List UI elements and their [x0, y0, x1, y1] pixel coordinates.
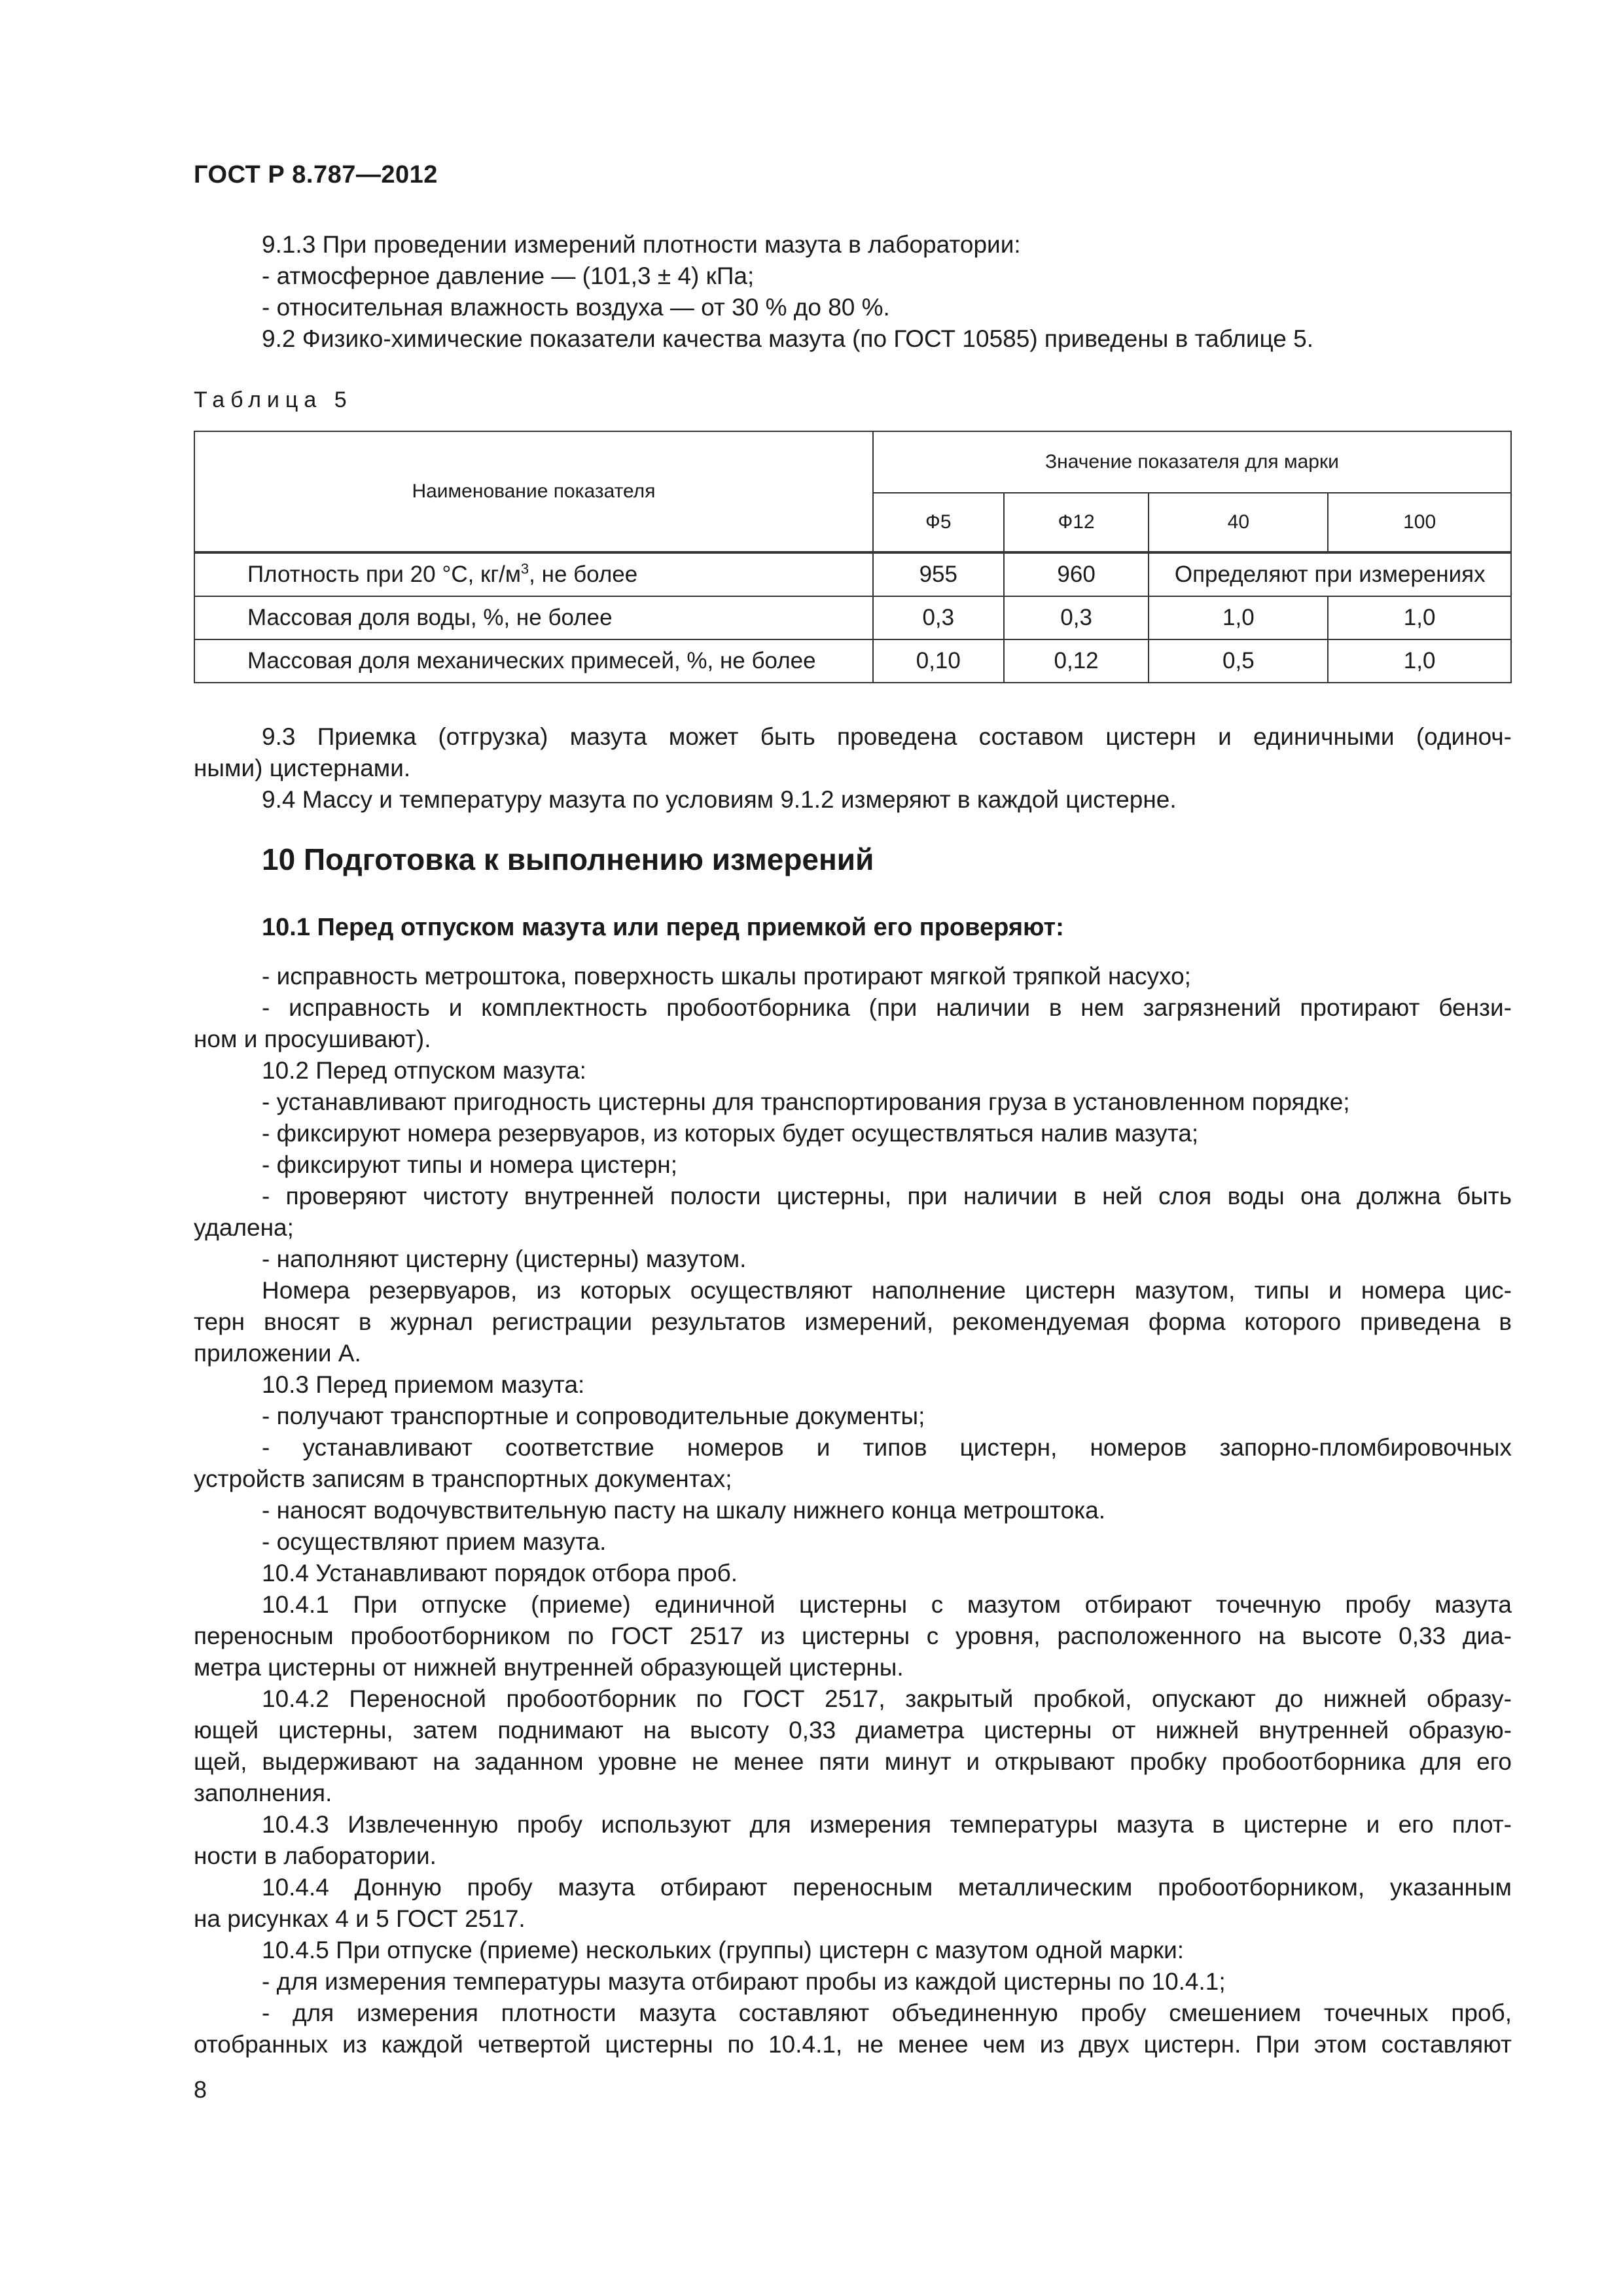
superscript: 3 — [520, 560, 529, 577]
body-line: 10.4.2 Переносной пробоотборник по ГОСТ 2517, закрытый пробкой, опускают до нижней образу- — [262, 1685, 1512, 1712]
body-line: отобранных из каждой четвертой цистерны по 10.4.1, не менее чем из двух цистерн. При этом составляют — [194, 2031, 1512, 2058]
table-cell: 0,5 — [1149, 639, 1328, 683]
table-cell: 960 — [1004, 552, 1149, 596]
body-line: 10.4.5 При отпуске (приеме) нескольких (группы) цистерн с мазутом одной марки: — [262, 1937, 1185, 1964]
table-cell: 0,3 — [873, 596, 1004, 639]
list-item-pressure: - атмосферное давление — (101,3 ± 4) кПа; — [262, 262, 755, 289]
name-text: Плотность при 20 °С, кг/м — [247, 562, 521, 587]
table-cell-name: Массовая доля механических примесей, %, не более — [194, 639, 873, 683]
body-line: - устанавливают пригодность цистерны для транспортирования груза в установленном порядке; — [262, 1088, 1350, 1115]
page-number: 8 — [194, 2076, 207, 2103]
body-line: - фиксируют типы и номера цистерн; — [262, 1151, 677, 1178]
body-line: терн вносят в журнал регистрации результатов измерений, рекомендуемая форма которого приведена в — [194, 1308, 1512, 1335]
table-cell: 955 — [873, 552, 1004, 596]
body-line: 10.4 Устанавливают порядок отбора проб. — [262, 1560, 738, 1587]
table-caption: Таблица 5 — [194, 387, 353, 412]
body-line: метра цистерны от нижней внутренней образующей цистерны. — [194, 1654, 904, 1681]
body-line: - для измерения плотности мазута составляют объединенную пробу смешением точечных проб, — [262, 2000, 1512, 2026]
table-cell: 0,10 — [873, 639, 1004, 683]
column-header-group: Значение показателя для марки — [873, 431, 1511, 493]
table-cell: 1,0 — [1149, 596, 1328, 639]
body-line: - для измерения температуры мазута отбирают пробы из каждой цистерны по 10.4.1; — [262, 1968, 1226, 1995]
body-line: - исправность и комплектность пробоотборника (при наличии в нем загрязнений протирают бензи- — [262, 994, 1512, 1021]
body-line: ности в лаборатории. — [194, 1842, 437, 1869]
column-header-name: Наименование показателя — [194, 431, 873, 552]
body-line: - фиксируют номера резервуаров, из которых будет осуществляться налив мазута; — [262, 1120, 1199, 1147]
name-text-suffix: , не более — [529, 562, 638, 587]
body-line: - проверяют чистоту внутренней полости цистерны, при наличии в ней слоя воды она должна быть — [262, 1183, 1512, 1210]
body-line: 10.4.3 Извлеченную пробу используют для измерения температуры мазута в цистерне и его плот- — [262, 1811, 1512, 1838]
body-line: заполнения. — [194, 1780, 332, 1806]
table-cell: 0,3 — [1004, 596, 1149, 639]
table-row — [194, 596, 1511, 639]
paragraph-9-2: 9.2 Физико-химические показатели качества мазута (по ГОСТ 10585) приведены в таблице 5. — [262, 325, 1314, 352]
body-line: переносным пробоотборником по ГОСТ 2517 из цистерны с уровня, расположенного на высоте 0,33 диа- — [194, 1623, 1512, 1649]
column-header-mark: 40 — [1149, 493, 1328, 552]
table-cell-name — [194, 552, 873, 596]
paragraph-9-3-cont: ными) цистернами. — [194, 755, 411, 781]
body-line: - устанавливают соответствие номеров и типов цистерн, номеров запорно-пломбировочных — [262, 1434, 1512, 1461]
paragraph-9-3: 9.3 Приемка (отгрузка) мазута может быть проведена составом цистерн и единичными (одиноч- — [262, 723, 1512, 750]
section-10-title: 10 Подготовка к выполнению измерений — [262, 842, 874, 876]
body-line: - наносят водочувствительную пасту на шкалу нижнего конца метроштока. — [262, 1497, 1106, 1524]
body-line: Номера резервуаров, из которых осуществляют наполнение цистерн мазутом, типы и номера цис- — [262, 1277, 1512, 1304]
body-line: - наполняют цистерну (цистерны) мазутом. — [262, 1246, 747, 1272]
table-cell: 1,0 — [1328, 639, 1511, 683]
body-line: - получают транспортные и сопроводительные документы; — [262, 1403, 925, 1429]
subsection-10-1-title: 10.1 Перед отпуском мазута или перед приемкой его проверяют: — [262, 914, 1064, 941]
list-item-humidity: - относительная влажность воздуха — от 30 % до 80 %. — [262, 294, 890, 321]
body-line: 10.4.1 При отпуске (приеме) единичной цистерны с мазутом отбирают точечную пробу мазута — [262, 1591, 1512, 1618]
body-line: 10.4.4 Донную пробу мазута отбирают переносным металлическим пробоотборником, указанным — [262, 1874, 1512, 1901]
column-header-mark: 100 — [1328, 493, 1511, 552]
body-line: на рисунках 4 и 5 ГОСТ 2517. — [194, 1905, 526, 1932]
body-line: 10.3 Перед приемом мазута: — [262, 1371, 585, 1398]
column-header-mark: Ф5 — [873, 493, 1004, 552]
table-5 — [194, 431, 1512, 683]
body-line: ном и просушивают). — [194, 1026, 431, 1052]
table-row — [194, 639, 1511, 683]
body-line: - исправность метроштока, поверхность шкалы протирают мягкой тряпкой насухо; — [262, 963, 1191, 990]
table-cell-name: Массовая доля воды, %, не более — [194, 596, 873, 639]
table-row — [194, 552, 1511, 596]
document-header: ГОСТ Р 8.787—2012 — [194, 161, 438, 188]
table-cell-merged: Определяют при измерениях — [1149, 552, 1511, 596]
body-line: устройств записям в транспортных документах; — [194, 1465, 732, 1492]
body-line: - осуществляют прием мазута. — [262, 1528, 607, 1555]
paragraph-9-1-3: 9.1.3 При проведении измерений плотности мазута в лаборатории: — [262, 231, 1021, 258]
body-line: щей, выдерживают на заданном уровне не менее пяти минут и открывают пробку пробоотборника для его — [194, 1748, 1512, 1775]
body-line: ющей цистерны, затем поднимают на высоту 0,33 диаметра цистерны от нижней внутренней образую- — [194, 1717, 1512, 1744]
body-line: удалена; — [194, 1214, 294, 1241]
table-cell: 1,0 — [1328, 596, 1511, 639]
column-header-mark: Ф12 — [1004, 493, 1149, 552]
body-line: 10.2 Перед отпуском мазута: — [262, 1057, 586, 1084]
body-line: приложении А. — [194, 1340, 361, 1367]
table-cell: 0,12 — [1004, 639, 1149, 683]
paragraph-9-4: 9.4 Массу и температуру мазута по условиям 9.1.2 измеряют в каждой цистерне. — [262, 786, 1177, 813]
